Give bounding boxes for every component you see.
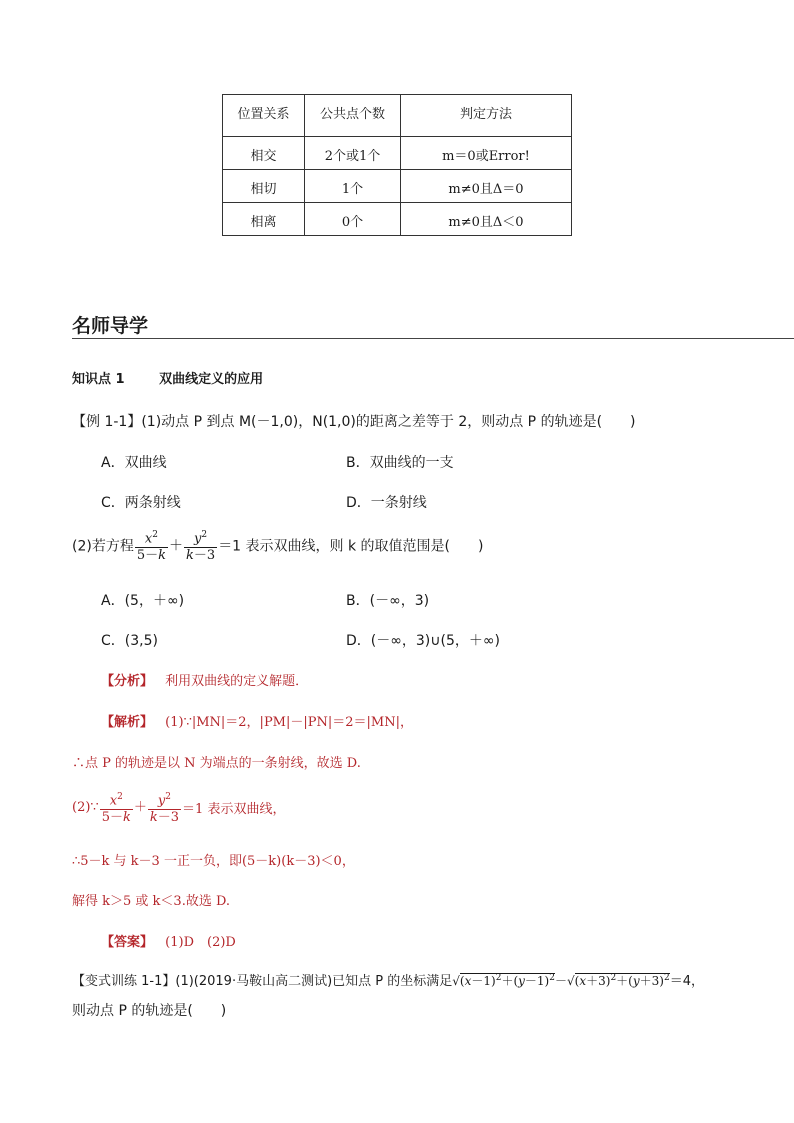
option-c: C．两条射线: [101, 495, 181, 511]
variant-line-2: 则动点 P 的轨迹是( ): [72, 1003, 227, 1019]
variant-text-prefix: (1)(2019·马鞍山高二测试)已知点 P 的坐标满足: [175, 974, 453, 989]
table-cell: 相交: [223, 137, 305, 170]
solution-fraction-group: $\frac{x^2}{5-k}$ ＋ $\frac{y^2}{k-3}$: [99, 800, 182, 815]
position-relation-table: [222, 94, 572, 236]
table-cell: 相切: [223, 170, 305, 203]
table-cell: m≠0且Δ＜0: [401, 203, 572, 236]
solution-line-3: [72, 789, 285, 826]
solution-line-1: [101, 711, 413, 730]
option-d: D．一条射线: [346, 495, 427, 511]
table-header-cell: 公共点个数: [305, 95, 401, 137]
table-cell: 0个: [305, 203, 401, 236]
table-cell: 2个或1个: [305, 137, 401, 170]
answer-text: (1)D (2)D: [165, 935, 236, 950]
solution-line-5: 解得 k＞5 或 k＜3.故选 D.: [72, 894, 231, 909]
analysis-text: 利用双曲线的定义解题．: [165, 674, 309, 689]
knowledge-point-number: 知识点 1: [72, 372, 125, 387]
table-cell: m＝0或Error!: [401, 137, 572, 170]
answer-block: [101, 931, 236, 950]
question-2-prefix: (2)若方程: [72, 538, 134, 555]
table-cell: 相离: [223, 203, 305, 236]
answer-label: 【答案】: [101, 935, 154, 950]
option-c: C．(3,5): [101, 633, 158, 649]
solution-label: 【解析】: [101, 715, 154, 730]
question-1-text: (1)动点 P 到点 M(－1,0)，N(1,0)的距离之差等于 2，则动点 P 的轨迹是( ): [141, 414, 636, 430]
analysis-label: 【分析】: [101, 674, 154, 689]
example-label: 【例 1-1】: [72, 414, 142, 430]
knowledge-point-heading: [72, 368, 263, 387]
knowledge-point-title: 双曲线定义的应用: [159, 372, 264, 387]
option-b: B．(－∞，3): [346, 593, 430, 609]
option-b: B．双曲线的一支: [346, 455, 454, 471]
solution-line-2: ∴点 P 的轨迹是以 N 为端点的一条射线，故选 D.: [72, 756, 361, 771]
variant-label: 【变式训练 1-1】: [72, 974, 176, 989]
fraction-y: $\frac{y^2}{k-3}$: [184, 527, 217, 564]
fraction-x: $\frac{x^2}{5-k}$: [100, 789, 133, 826]
solution-line-3-suffix: ＝1 表示双曲线，: [182, 802, 286, 818]
table-cell: 1个: [305, 170, 401, 203]
solution-line-3-prefix: (2)∵: [72, 800, 99, 816]
analysis-block: [101, 670, 308, 689]
variant-text-suffix: ＝4，: [669, 974, 704, 989]
table-row: [223, 137, 572, 170]
table-row: [223, 203, 572, 236]
solution-text-1: (1)∵|MN|＝2，|PM|－|PN|＝2＝|MN|，: [165, 715, 413, 730]
solution-line-4: ∴5－k 与 k－3 一正一负，即(5－k)(k－3)＜0，: [72, 854, 355, 869]
fraction-x: $\frac{x^2}{5-k}$: [135, 527, 168, 564]
option-a: A．(5，＋∞): [101, 593, 185, 609]
table-header-cell: 位置关系: [223, 95, 305, 137]
section-title: 名师导学: [72, 315, 149, 337]
example-question-2: [72, 527, 483, 564]
fraction-y: $\frac{y^2}{k-3}$: [148, 789, 181, 826]
example-question-1: [72, 411, 636, 431]
variant-question: [72, 970, 704, 989]
table-cell: m≠0且Δ＝0: [401, 170, 572, 203]
sqrt-expression: $√(x-1)^2+(y-1)^2-√(x+3)^2+(y+3)^2$: [452, 973, 670, 988]
question-2-suffix: ＝1 表示双曲线，则 k 的取值范围是( ): [218, 538, 484, 555]
option-a: A．双曲线: [101, 455, 167, 471]
table-header-row: [223, 95, 572, 137]
section-divider: [72, 338, 794, 339]
table-row: [223, 170, 572, 203]
equation-fraction-group: $\frac{x^2}{5-k}$ ＋ $\frac{y^2}{k-3}$: [134, 538, 218, 554]
option-d: D．(－∞，3)∪(5，＋∞): [346, 633, 501, 649]
table-header-cell: 判定方法: [401, 95, 572, 137]
